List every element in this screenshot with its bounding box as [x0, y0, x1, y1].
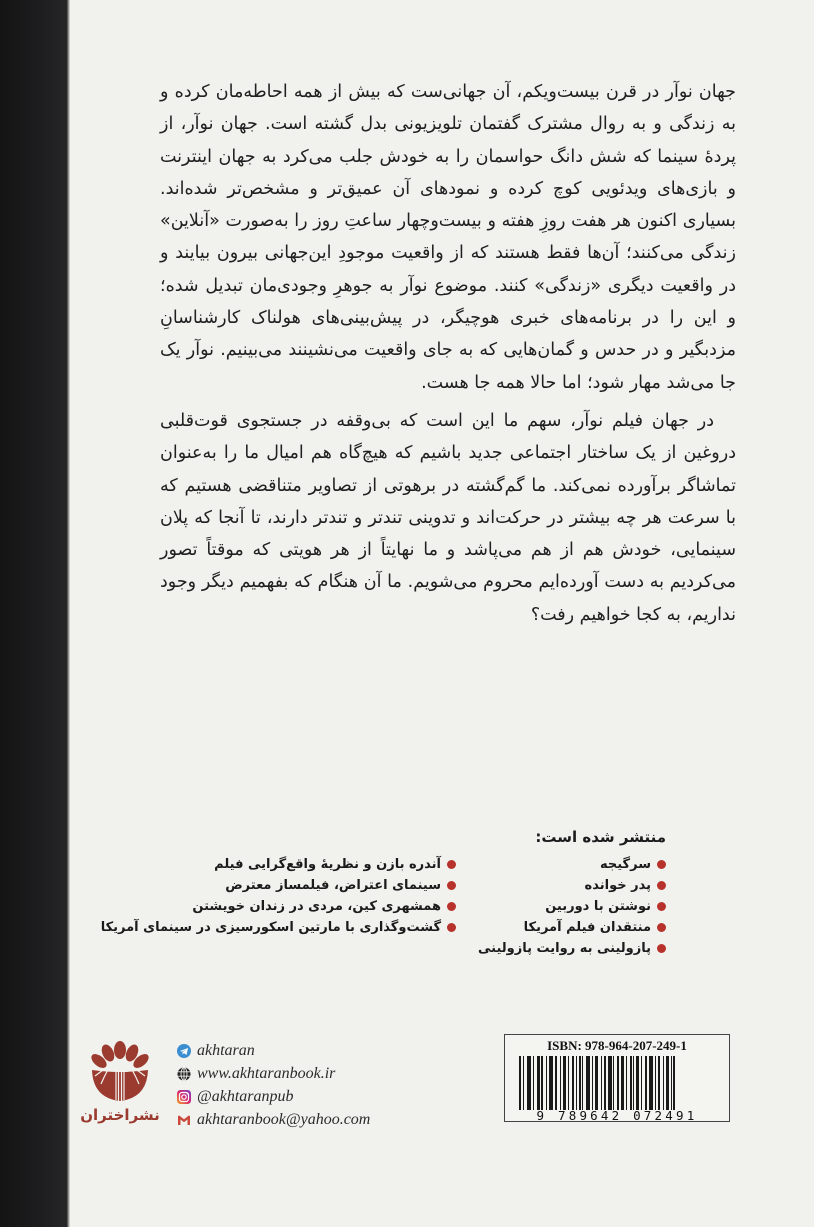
bullet-icon: [657, 944, 666, 953]
blurb-paragraph-2: در جهان فیلم نوآر، سهم ما این است که بی‌وقفه در جستجوی قوت‌قلبی دروغین از یک ساختار اجتماعی جدید باشیم که هیچ‌گاه هم امیال ما را به‌عنوان تماشاگر برآورده نمی‌کند. ما گم‌گشته در برهوتی از تصاویر متناقضی هستیم که با سرعت هر چه بیشتر در حرکت‌اند و تدوینی تندتر و تندتر دارند، تا آنجا که پلان سینمایی، خودش هم از هم می‌پاشد و ما نهایتاً از هر هویتی که موقتاً تصور می‌کردیم به دست آورده‌ایم محروم می‌شویم. ما آن هنگام که بفهمیم دیگر وجود نداریم، به کجا خواهیم رفت؟: [160, 410, 736, 625]
publisher-logo: [80, 1040, 160, 1132]
gmail-icon: [177, 1113, 191, 1127]
book-spine: [0, 0, 67, 1227]
isbn-barcode: [504, 1034, 730, 1122]
book-title-item: نوشتن با دوربین: [496, 896, 666, 917]
bullet-icon: [447, 881, 456, 890]
book-title-item: پازولینی به روایت پازولینی: [496, 938, 666, 959]
book-title-item: همشهری کین، مردی در زندان خویشتن: [101, 896, 456, 917]
contact-instagram[interactable]: @akhtaranpub: [177, 1086, 437, 1107]
book-title-item: آندره بازن و نظریهٔ واقع‌گرایی فیلم: [101, 854, 456, 875]
contact-telegram[interactable]: akhtaran: [177, 1040, 437, 1061]
publisher-emblem-icon: [89, 1040, 151, 1102]
bullet-icon: [657, 881, 666, 890]
bullet-icon: [447, 923, 456, 932]
bullet-icon: [447, 902, 456, 911]
bullet-icon: [657, 923, 666, 932]
contact-email[interactable]: akhtaranbook@yahoo.com: [177, 1109, 437, 1130]
published-heading: منتشر شده است:: [535, 828, 666, 846]
book-title-item: سینمای اعتراض، فیلمساز معترض: [101, 875, 456, 896]
bullet-icon: [657, 860, 666, 869]
instagram-icon: [177, 1090, 191, 1104]
book-title-item: منتقدان فیلم آمریکا: [496, 917, 666, 938]
published-books-list: [100, 826, 666, 959]
publisher-name: نشراختران: [80, 1106, 160, 1124]
telegram-icon: [177, 1044, 191, 1058]
contact-list: [177, 1040, 437, 1130]
bullet-icon: [447, 860, 456, 869]
bullet-icon: [657, 902, 666, 911]
published-column-right: [478, 854, 666, 959]
published-column-left: [101, 854, 456, 959]
book-title-item: پدر خوانده: [496, 875, 666, 896]
barcode-bars: [519, 1056, 715, 1110]
book-title-item: سرگیجه: [496, 854, 666, 875]
isbn-label: ISBN: 978-964-207-249-1: [547, 1038, 687, 1053]
book-title-item: گشت‌وگذاری با مارتین اسکورسیزی در سینمای آمریکا: [101, 917, 456, 938]
isbn-digits: 9 789642 072491: [536, 1108, 698, 1123]
back-cover-blurb: [160, 76, 736, 631]
contact-website[interactable]: www.akhtaranbook.ir: [177, 1063, 437, 1084]
globe-icon: [177, 1067, 191, 1081]
blurb-paragraph-1: جهان نوآر در قرن بیست‌ویکم، آن جهانی‌ست که بیش از همه احاطه‌مان کرده و به زندگی و به روال مشترک گفتمان تلویزیونی بدل گشته است. جهان نوآر، از پردهٔ سینما که شش دانگ حواسمان را به خودش جلب می‌کرد به جهان اینترنت و بازی‌های ویدئویی کوچ کرده و نمودهای آن عمیق‌تر و مشخص‌تر شده‌اند. بسیاری اکنون هر هفت روزِ هفته و بیست‌وچهار ساعتِ روز را به‌صورت «آنلاین» زندگی می‌کنند؛ آن‌ها فقط هستند که از واقعیت موجودِ این‌جهانی بیرون بیایند و در واقعیت دیگری «زندگی» کنند. موضوع نوآر به جوهرِ وجودی‌مان تبدیل شده؛ و این را در برنامه‌های خبری هوچیگر، در پیش‌بینی‌های هولناک کارشناسانِ مزدبگیر و در حدس و گمان‌هایی که به جای واقعیت می‌نشینند می‌بینیم. نوآر یک جا می‌شد مهار شود؛ اما حالا همه جا هست.: [160, 82, 736, 393]
